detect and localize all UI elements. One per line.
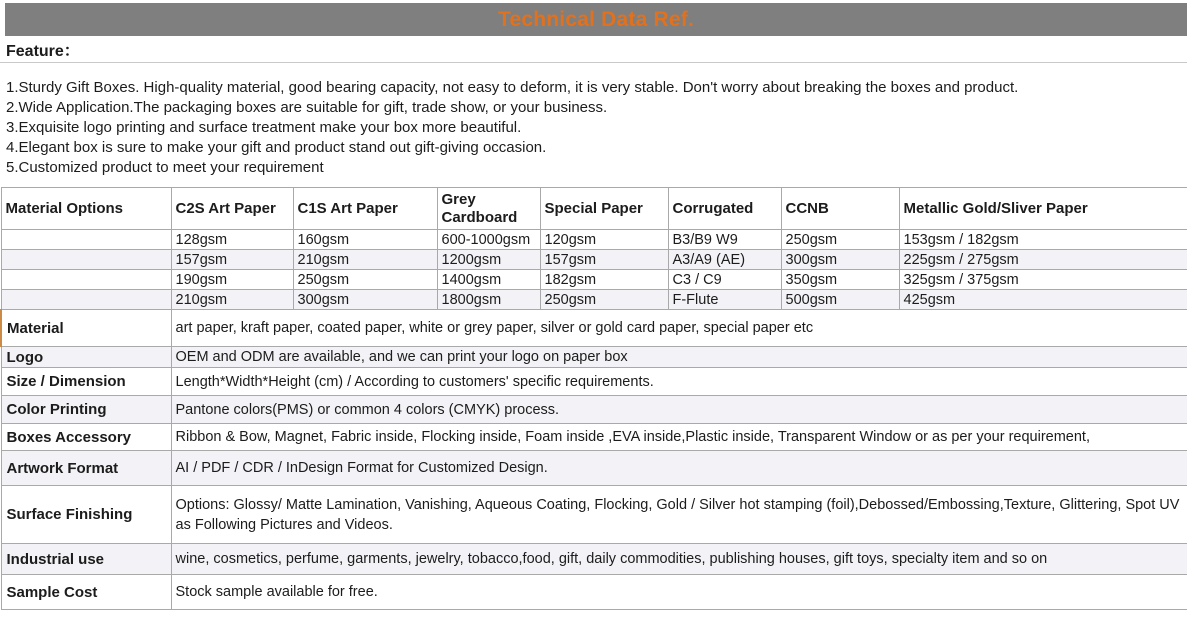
attribute-value: Ribbon & Bow, Magnet, Fabric inside, Flocking inside, Foam inside ,EVA inside,Plastic inside, Transparent Window or as per your requirement, [171, 424, 1187, 451]
gsm-cell [1, 290, 171, 310]
attribute-row [1, 486, 1187, 544]
gsm-cell: 250gsm [293, 270, 437, 290]
header-row [1, 188, 1187, 230]
attribute-label: Material [1, 310, 171, 347]
gsm-row [1, 250, 1187, 270]
gsm-cell: 190gsm [171, 270, 293, 290]
gsm-cell [1, 250, 171, 270]
attribute-label: Boxes Accessory [1, 424, 171, 451]
attribute-label: Color Printing [1, 396, 171, 424]
gsm-cell: 350gsm [781, 270, 899, 290]
gsm-cell: 225gsm / 275gsm [899, 250, 1187, 270]
gsm-cell: 210gsm [171, 290, 293, 310]
attribute-value: art paper, kraft paper, coated paper, white or grey paper, silver or gold card paper, special paper etc [171, 310, 1187, 347]
gsm-cell: 182gsm [540, 270, 668, 290]
attribute-row [1, 424, 1187, 451]
column-header: Material Options [1, 188, 171, 230]
gsm-cell: 300gsm [781, 250, 899, 270]
attribute-label: Industrial use [1, 544, 171, 575]
gsm-cell: F-Flute [668, 290, 781, 310]
column-header: Grey Cardboard [437, 188, 540, 230]
feature-item: 1.Sturdy Gift Boxes. High-quality material, good bearing capacity, not easy to deform, it is very stable. Don't worry about breaking the boxes and product. [6, 79, 1019, 96]
title-bar [5, 3, 1187, 36]
feature-item: 5.Customized product to meet your requirement [6, 159, 324, 176]
gsm-cell: 128gsm [171, 230, 293, 250]
gsm-cell: B3/B9 W9 [668, 230, 781, 250]
feature-heading [0, 36, 1187, 63]
attribute-label: Logo [1, 347, 171, 368]
attribute-value: Stock sample available for free. [171, 575, 1187, 610]
column-header: Metallic Gold/Sliver Paper [899, 188, 1187, 230]
column-header: C1S Art Paper [293, 188, 437, 230]
feature-heading-label: Feature： [6, 42, 80, 60]
gsm-cell: 300gsm [293, 290, 437, 310]
gsm-cell: 425gsm [899, 290, 1187, 310]
attribute-row [1, 396, 1187, 424]
column-header: CCNB [781, 188, 899, 230]
attribute-label: Artwork Format [1, 451, 171, 486]
gsm-cell: 157gsm [171, 250, 293, 270]
attribute-label: Surface Finishing [1, 486, 171, 544]
attribute-value: Pantone colors(PMS) or common 4 colors (CMYK) process. [171, 396, 1187, 424]
gsm-cell: 160gsm [293, 230, 437, 250]
gsm-row [1, 270, 1187, 290]
column-header: Corrugated [668, 188, 781, 230]
gsm-cell: 120gsm [540, 230, 668, 250]
column-header: Special Paper [540, 188, 668, 230]
gsm-cell: 153gsm / 182gsm [899, 230, 1187, 250]
attribute-value: wine, cosmetics, perfume, garments, jewelry, tobacco,food, gift, daily commodities, publishing houses, gift toys, specialty item and so on [171, 544, 1187, 575]
attribute-row [1, 544, 1187, 575]
attribute-value: AI / PDF / CDR / InDesign Format for Customized Design. [171, 451, 1187, 486]
gsm-cell [1, 230, 171, 250]
attribute-value: Options: Glossy/ Matte Lamination, Vanishing, Aqueous Coating, Flocking, Gold / Silver hot stamping (foil),Debossed/Embossing,Texture, Glittering, Spot UV as Following Pictures and Videos. [171, 486, 1187, 544]
gsm-cell: 600-1000gsm [437, 230, 540, 250]
gsm-cell: A3/A9 (AE) [668, 250, 781, 270]
attribute-label: Sample Cost [1, 575, 171, 610]
attribute-row [1, 368, 1187, 396]
attribute-row [1, 575, 1187, 610]
gsm-cell: 1200gsm [437, 250, 540, 270]
attribute-value: OEM and ODM are available, and we can print your logo on paper box [171, 347, 1187, 368]
spec-table [0, 187, 1187, 610]
attribute-row [1, 451, 1187, 486]
page-title: Technical Data Ref. [498, 7, 694, 31]
feature-item: 3.Exquisite logo printing and surface treatment make your box more beautiful. [6, 119, 522, 136]
gsm-cell: 325gsm / 375gsm [899, 270, 1187, 290]
feature-item: 2.Wide Application.The packaging boxes are suitable for gift, trade show, or your business. [6, 99, 608, 116]
gsm-cell: 500gsm [781, 290, 899, 310]
gsm-cell: C3 / C9 [668, 270, 781, 290]
attribute-value: Length*Width*Height (cm) / According to customers' specific requirements. [171, 368, 1187, 396]
feature-list [6, 78, 1187, 178]
gsm-cell: 210gsm [293, 250, 437, 270]
column-header: C2S Art Paper [171, 188, 293, 230]
attribute-row [1, 310, 1187, 347]
attribute-label: Size / Dimension [1, 368, 171, 396]
attribute-row [1, 347, 1187, 368]
gsm-row [1, 290, 1187, 310]
gsm-cell: 250gsm [781, 230, 899, 250]
gsm-row [1, 230, 1187, 250]
gsm-cell: 1400gsm [437, 270, 540, 290]
gsm-cell: 1800gsm [437, 290, 540, 310]
gsm-cell: 250gsm [540, 290, 668, 310]
gsm-cell: 157gsm [540, 250, 668, 270]
gsm-cell [1, 270, 171, 290]
feature-item: 4.Elegant box is sure to make your gift and product stand out gift-giving occasion. [6, 139, 547, 156]
